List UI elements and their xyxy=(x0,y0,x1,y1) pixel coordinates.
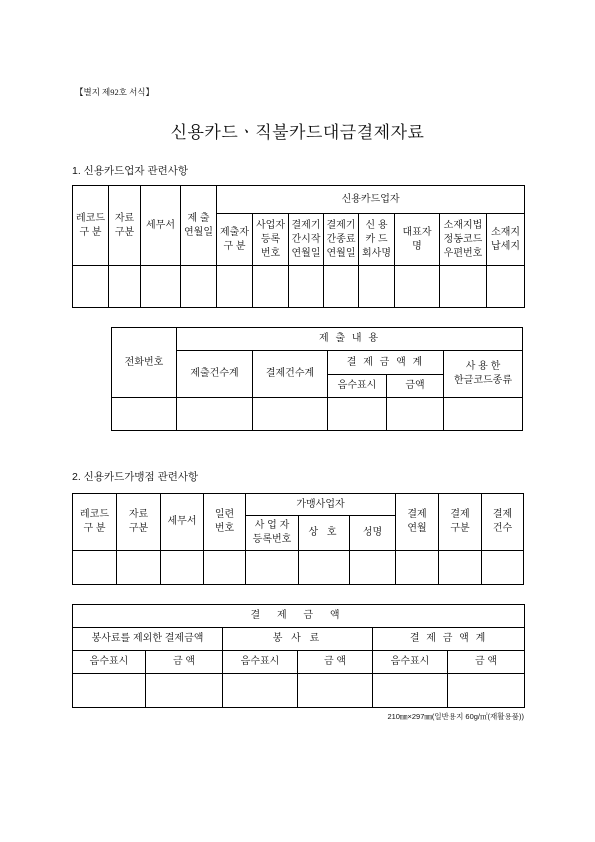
payment-count-entry[interactable] xyxy=(482,551,524,585)
card-company-name-header: 신 용 카 드 회사명 xyxy=(359,214,395,266)
submit-count-total-entry[interactable] xyxy=(177,398,253,431)
tax-location-entry[interactable] xyxy=(487,266,525,308)
card-company-group-header: 신용카드업자 xyxy=(217,186,525,214)
form-number-tag: 【별지 제92호 서식】 xyxy=(75,87,155,97)
merchant-group-header: 가맹사업자 xyxy=(246,494,396,516)
payment-amount-total-header-2: 결 제 금 액 계 xyxy=(373,628,525,651)
period-start-header: 결제기 간시작 연월일 xyxy=(289,214,324,266)
payment-type-header: 결제 구분 xyxy=(439,494,482,551)
tax-office-header: 세무서 xyxy=(141,186,181,266)
payment-amount-table xyxy=(72,604,525,708)
phone-entry[interactable] xyxy=(112,398,177,431)
section1-heading: 1. 신용카드업자 관련사항 xyxy=(72,165,189,177)
service-fee-negative-flag-header: 음수표시 xyxy=(223,651,298,674)
period-start-entry[interactable] xyxy=(289,266,324,308)
payment-month-entry[interactable] xyxy=(396,551,439,585)
owner-name-header: 성명 xyxy=(350,516,396,551)
submitter-type-entry[interactable] xyxy=(217,266,253,308)
submit-date-entry[interactable] xyxy=(181,266,217,308)
data-type-header: 자료 구분 xyxy=(109,186,141,266)
submit-count-total-header: 제출건수계 xyxy=(177,351,253,398)
submit-date-header: 제 출 연월일 xyxy=(181,186,217,266)
submitter-type-header: 제출자 구 분 xyxy=(217,214,253,266)
negative-flag-entry[interactable] xyxy=(328,398,387,431)
merchant-table xyxy=(72,493,524,585)
service-fee-amount-header: 금 액 xyxy=(298,651,373,674)
period-end-entry[interactable] xyxy=(324,266,359,308)
amount-entry[interactable] xyxy=(387,398,444,431)
section2-heading: 2. 신용카드가맹점 관련사항 xyxy=(72,471,199,483)
submission-group-header: 제 출 내 용 xyxy=(177,328,523,351)
merchant-tax-office-entry[interactable] xyxy=(161,551,204,585)
paper-spec-footer: 210㎜×297㎜(일반용지 60g/㎡(재활용품)) xyxy=(387,712,524,721)
representative-header: 대표자 명 xyxy=(395,214,440,266)
serial-no-header: 일련 번호 xyxy=(204,494,246,551)
merchant-business-reg-no-entry[interactable] xyxy=(246,551,299,585)
representative-entry[interactable] xyxy=(395,266,440,308)
business-reg-no-entry[interactable] xyxy=(253,266,289,308)
payment-amount-total-header: 결 제 금 액 계 xyxy=(328,351,444,375)
phone-header: 전화번호 xyxy=(112,328,177,398)
service-fee-amount-entry[interactable] xyxy=(298,674,373,708)
total-negative-flag-entry[interactable] xyxy=(373,674,448,708)
excl-fee-amount-entry[interactable] xyxy=(146,674,223,708)
service-fee-negative-flag-entry[interactable] xyxy=(223,674,298,708)
excl-service-fee-header: 봉사료를 제외한 결제금액 xyxy=(73,628,223,651)
payment-type-entry[interactable] xyxy=(439,551,482,585)
service-fee-header: 봉 사 료 xyxy=(223,628,373,651)
merchant-data-type-entry[interactable] xyxy=(117,551,161,585)
merchant-record-type-header: 레코드 구 분 xyxy=(73,494,117,551)
owner-name-entry[interactable] xyxy=(350,551,396,585)
payment-count-total-header: 결제건수계 xyxy=(253,351,328,398)
record-type-header: 레코드 구 분 xyxy=(73,186,109,266)
negative-flag-header: 음수표시 xyxy=(328,375,387,398)
period-end-header: 결제기 간종료 연월일 xyxy=(324,214,359,266)
excl-fee-negative-flag-header: 음수표시 xyxy=(73,651,146,674)
payment-count-total-entry[interactable] xyxy=(253,398,328,431)
amount-header: 금액 xyxy=(387,375,444,398)
payment-amount-group-header: 결 제 금 액 xyxy=(73,605,525,628)
trade-name-header: 상 호 xyxy=(299,516,350,551)
total-negative-flag-header: 음수표시 xyxy=(373,651,448,674)
record-type-entry[interactable] xyxy=(73,266,109,308)
total-amount-entry[interactable] xyxy=(448,674,525,708)
business-reg-no-header: 사업자 등록 번호 xyxy=(253,214,289,266)
submission-table xyxy=(111,327,523,431)
tax-office-entry[interactable] xyxy=(141,266,181,308)
total-amount-header: 금 액 xyxy=(448,651,525,674)
merchant-data-type-header: 자료 구분 xyxy=(117,494,161,551)
legal-dong-code-entry[interactable] xyxy=(440,266,487,308)
payment-count-header: 결제 건수 xyxy=(482,494,524,551)
serial-no-entry[interactable] xyxy=(204,551,246,585)
merchant-record-type-entry[interactable] xyxy=(73,551,117,585)
card-company-table xyxy=(72,185,525,308)
card-company-name-entry[interactable] xyxy=(359,266,395,308)
payment-month-header: 결제 연월 xyxy=(396,494,439,551)
tax-location-header: 소재지 납세지 xyxy=(487,214,525,266)
legal-dong-code-header: 소재지법 정동코드 우편번호 xyxy=(440,214,487,266)
excl-fee-amount-header: 금 액 xyxy=(146,651,223,674)
hangul-code-type-entry[interactable] xyxy=(444,398,523,431)
hangul-code-type-header: 사 용 한 한글코드종류 xyxy=(444,351,523,398)
trade-name-entry[interactable] xyxy=(299,551,350,585)
excl-fee-negative-flag-entry[interactable] xyxy=(73,674,146,708)
form-title: 신용카드ㆍ직불카드대금결제자료 xyxy=(170,123,425,142)
merchant-tax-office-header: 세무서 xyxy=(161,494,204,551)
data-type-entry[interactable] xyxy=(109,266,141,308)
merchant-business-reg-no-header: 사 업 자 등록번호 xyxy=(246,516,299,551)
